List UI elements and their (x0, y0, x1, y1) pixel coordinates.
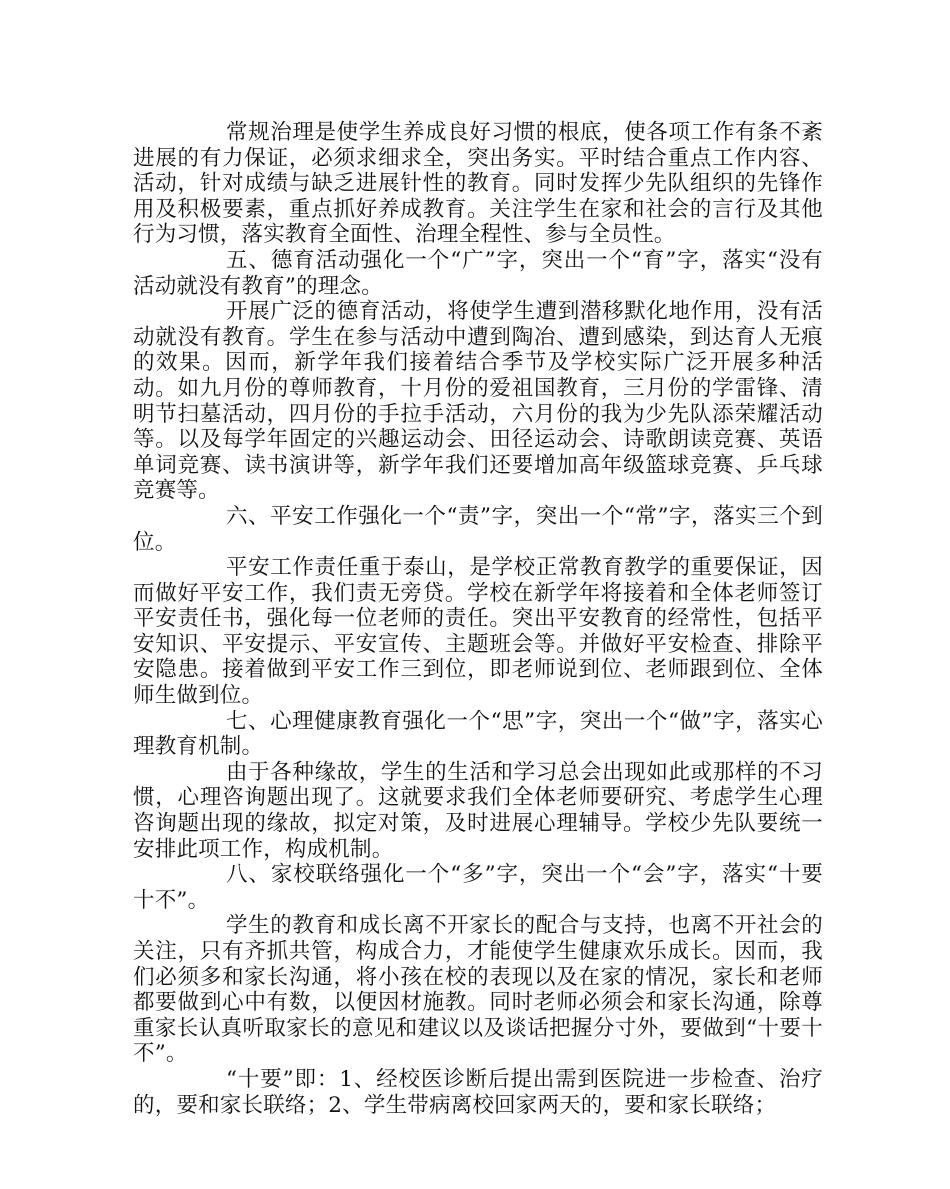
heading-section-six: 六、平安工作强化一个“责”字，突出一个“常”字，落实三个到位。 (133, 503, 823, 555)
heading-section-eight: 八、家校联络强化一个“多”字，突出一个“会”字，落实“十要十不”。 (133, 862, 823, 913)
document-page (133, 120, 823, 1118)
paragraph-mental-health: 由于各种缘故，学生的生活和学习总会出现如此或那样的不习惯，心理咨询题出现了。这就要求我们全体老师要研究、考虑学生心理咨询题出现的缘故，拟定对策，及时进展心理辅导。学校少先队要统一安排此项工作，构成机制。 (133, 759, 823, 862)
paragraph-ten-musts: “十要”即：1、经校医诊断后提出需到医院进一步检查、治疗的，要和家长联络；2、学生带病离校回家两天的，要和家长联络； (133, 1066, 823, 1118)
heading-section-seven: 七、心理健康教育强化一个“思”字，突出一个“做”字，落实心理教育机制。 (133, 708, 823, 760)
heading-section-five: 五、德育活动强化一个“广”字，突出一个“育”字，落实“没有活动就没有教育”的理念。 (133, 247, 823, 299)
paragraph-moral-activities: 开展广泛的德育活动，将使学生遭到潜移默化地作用，没有活动就没有教育。学生在参与活动中遭到陶冶、遭到感染，到达育人无痕的效果。因而，新学年我们接着结合季节及学校实际广泛开展多种活动。如九月份的尊师教育，十月份的爱祖国教育，三月份的学雷锋、清明节扫墓活动，四月份的手拉手活动，六月份的我为少先队添荣耀活动等。以及每学年固定的兴趣运动会、田径运动会、诗歌朗读竞赛、英语单词竞赛、读书演讲等，新学年我们还要增加高年级篮球竞赛、乒乓球竞赛等。 (133, 299, 823, 504)
paragraph-home-school: 学生的教育和成长离不开家长的配合与支持，也离不开社会的关注，只有齐抓共管，构成合力，才能使学生健康欢乐成长。因而，我们必须多和家长沟通，将小孩在校的表现以及在家的情况，家长和老师都要做到心中有数，以便因材施教。同时老师必须会和家长沟通，除尊重家长认真听取家长的意见和建议以及谈话把握分寸外，要做到“十要十不”。 (133, 913, 823, 1067)
paragraph-routine-management: 常规治理是使学生养成良好习惯的根底，使各项工作有条不紊进展的有力保证，必须求细求全，突出务实。平时结合重点工作内容、活动，针对成绩与缺乏进展针性的教育。同时发挥少先队组织的先锋作用及积极要素，重点抓好养成教育。关注学生在家和社会的言行及其他行为习惯，落实教育全面性、治理全程性、参与全员性。 (133, 120, 823, 248)
paragraph-safety-work: 平安工作责任重于泰山，是学校正常教育教学的重要保证，因而做好平安工作，我们责无旁贷。学校在新学年将接着和全体老师签订平安责任书，强化每一位老师的责任。突出平安教育的经常性，包括平安知识、平安提示、平安宣传、主题班会等。并做好平安检查、排除平安隐患。接着做到平安工作三到位，即老师说到位、老师跟到位、全体师生做到位。 (133, 555, 823, 709)
